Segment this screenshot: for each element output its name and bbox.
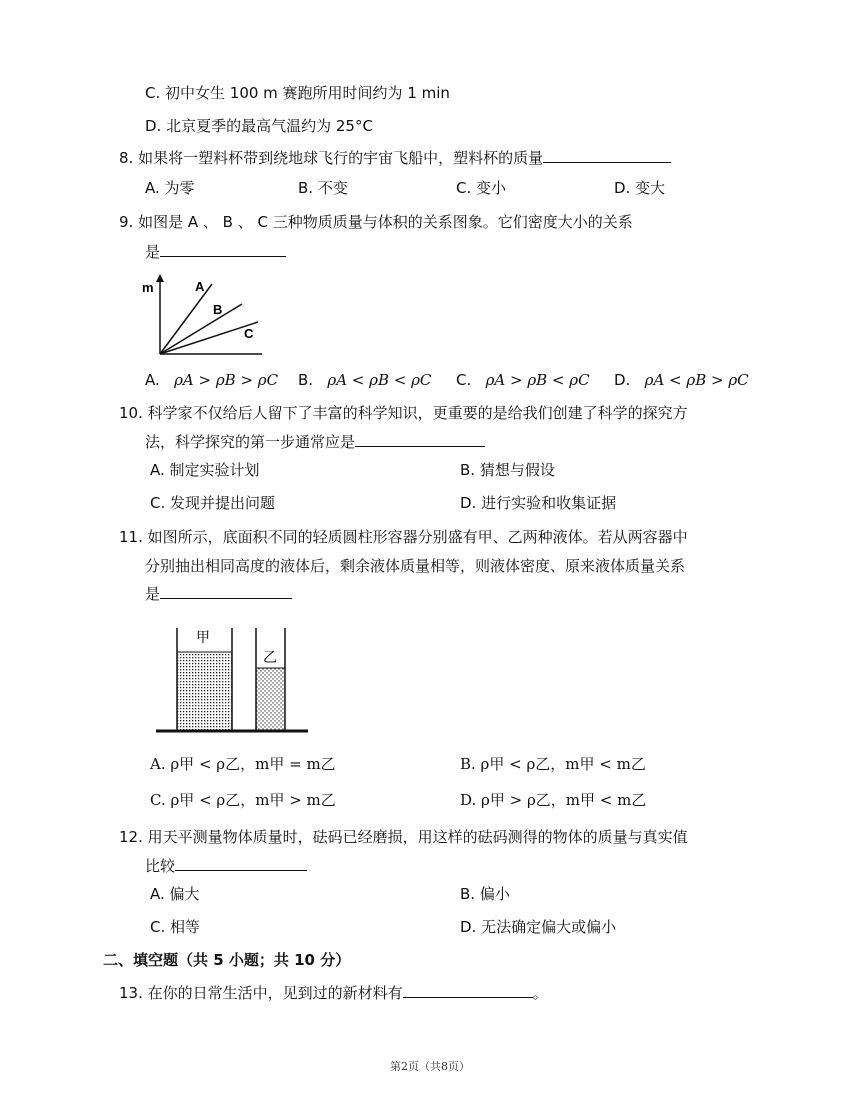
q12-stem-line2 [145, 856, 307, 876]
q11-answer-blank[interactable] [160, 584, 292, 599]
q11-option-b: B. ρ甲 < ρ乙，m甲 < m乙 [460, 755, 646, 773]
q8-option-b: B. 不变 [298, 179, 348, 197]
q7-option-c: C. 初中女生 100 m 赛跑所用时间约为 1 min [145, 84, 450, 102]
label-b: B [213, 302, 223, 317]
line-b [160, 304, 242, 354]
q9-option-d [614, 370, 749, 390]
section-title: 二、填空题（共 5 小题；共 10 分） [103, 951, 351, 969]
q10-option-c: C. 发现并提出问题 [150, 494, 276, 512]
y-axis-arrow [156, 274, 164, 282]
q13-answer-blank[interactable] [403, 983, 533, 998]
q11-containers-figure [150, 624, 315, 744]
q8-option-d: D. 变大 [614, 179, 666, 197]
q11-stem-line2: 分别抽出相同高度的液体后，剩余液体质量相等，则液体密度、原来液体质量关系 [145, 557, 686, 575]
q10-answer-blank[interactable] [355, 432, 485, 447]
q11-option-a: A. ρ甲 < ρ乙，m甲 = m乙 [150, 755, 336, 773]
line-a [160, 284, 212, 354]
q9-option-a-expr: ρA > ρB > ρC [174, 371, 279, 389]
label-a: A [195, 279, 205, 294]
q11-option-c: C. ρ甲 < ρ乙，m甲 > m乙 [150, 791, 336, 809]
q9-option-c [456, 370, 590, 390]
q12-option-a: A. 偏大 [150, 885, 200, 903]
q8-stem [119, 148, 671, 168]
q11-stem-text: 是 [145, 585, 161, 603]
q11-stem-line3 [145, 584, 292, 604]
liquid-yi [256, 668, 285, 730]
label-jia: 甲 [196, 629, 210, 645]
q11-option-d: D. ρ甲 > ρ乙，m甲 < m乙 [460, 791, 647, 809]
q10-stem: 10. 科学家不仅给后人留下了丰富的科学知识，更重要的是给我们创建了科学的探究方 [119, 404, 688, 422]
q12-stem: 12. 用天平测量物体质量时，砝码已经磨损，用这样的砝码测得的物体的质量与真实值 [119, 828, 688, 846]
q11-stem: 11. 如图所示，底面积不同的轻质圆柱形容器分别盛有甲、乙两种液体。若从两容器中 [119, 528, 688, 546]
q10-option-a: A. 制定实验计划 [150, 461, 260, 479]
q13-stem [119, 983, 548, 1003]
q9-mass-volume-graph [140, 272, 265, 360]
q10-option-d: D. 进行实验和收集证据 [460, 494, 617, 512]
q12-answer-blank[interactable] [175, 856, 307, 871]
y-axis-label: m [142, 280, 154, 295]
label-yi: 乙 [263, 649, 277, 665]
q8-answer-blank[interactable] [543, 148, 671, 163]
q8-stem-text: 8. 如果将一塑料杯带到绕地球飞行的宇宙飞船中，塑料杯的质量 [119, 149, 544, 167]
q9-stem-line2 [145, 242, 286, 262]
q9-option-b-expr: ρA < ρB < ρC [327, 371, 432, 389]
q10-stem-text: 法，科学探究的第一步通常应是 [145, 433, 356, 451]
q10-stem-line2 [145, 432, 485, 452]
q9-option-d-expr: ρA < ρB > ρC [644, 371, 749, 389]
q9-option-a [145, 370, 278, 390]
q9-option-c-expr: ρA > ρB < ρC [485, 371, 590, 389]
q9-option-c-label: C. [456, 371, 472, 389]
q9-option-b-label: B. [298, 371, 314, 389]
q12-stem-text: 比较 [145, 857, 176, 875]
liquid-jia [177, 652, 232, 730]
q9-option-b [298, 370, 431, 390]
q9-stem-text: 是 [145, 243, 161, 261]
q9-stem: 9. 如图是 A 、 B 、 C 三种物质质量与体积的关系图象。它们密度大小的关系 [119, 213, 633, 231]
q13-stem-end: 。 [532, 984, 548, 1002]
q9-option-d-label: D. [614, 371, 631, 389]
q12-option-b: B. 偏小 [460, 885, 510, 903]
q8-option-a: A. 为零 [145, 179, 195, 197]
q12-option-c: C. 相等 [150, 918, 201, 936]
q9-answer-blank[interactable] [160, 242, 286, 257]
q10-option-b: B. 猜想与假设 [460, 461, 555, 479]
label-c: C [244, 326, 254, 341]
q7-option-d: D. 北京夏季的最高气温约为 25°C [145, 117, 373, 135]
q9-option-a-label: A. [145, 371, 160, 389]
q8-option-c: C. 变小 [456, 179, 507, 197]
q13-stem-text: 13. 在你的日常生活中，见到过的新材料有 [119, 984, 403, 1002]
page-number: 第2页（共8页） [390, 1060, 470, 1073]
q12-option-d: D. 无法确定偏大或偏小 [460, 918, 617, 936]
